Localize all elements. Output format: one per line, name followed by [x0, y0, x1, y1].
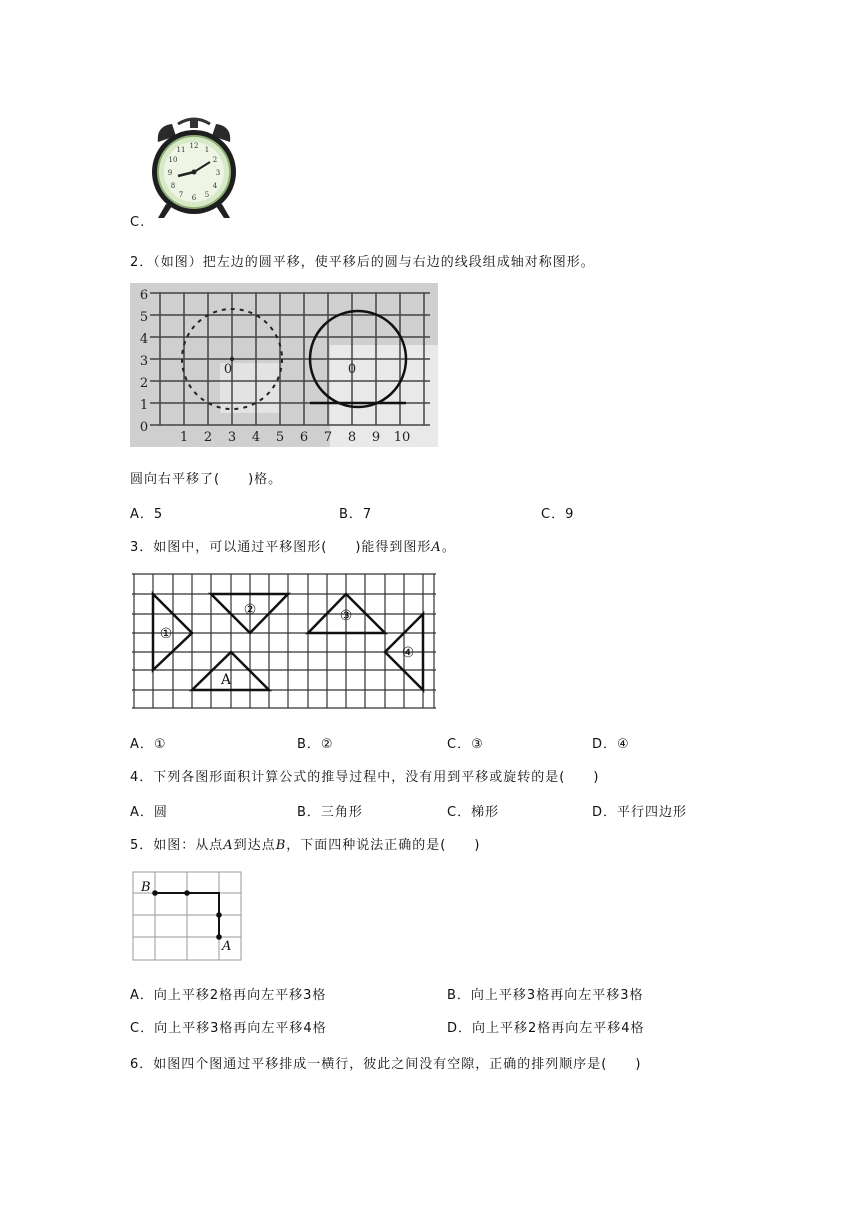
x-tick-10: 10 [393, 430, 411, 445]
q5-stem-a: 5．如图：从点 [130, 838, 224, 853]
y-tick-1: 1 [139, 398, 149, 413]
q2-stem: 2．（如图）把左边的圆平移，使平移后的圆与右边的线段组成轴对称图形。 [130, 255, 595, 270]
q3-option-d[interactable]: D．④ [592, 737, 630, 752]
q4-option-c[interactable]: C．梯形 [447, 805, 500, 820]
alarm-clock-image [148, 116, 240, 220]
q3-stem-italic: A [431, 540, 442, 555]
shape-2-label: ② [243, 602, 257, 618]
q2-grid-figure [130, 283, 438, 447]
right-circle-center-label: 0 [347, 362, 357, 377]
q2-blank: 圆向右平移了( )格。 [130, 472, 283, 487]
q5-option-c[interactable]: C．向上平移3格再向左平移4格 [130, 1021, 327, 1036]
svg-text:7: 7 [178, 191, 184, 199]
x-tick-9: 9 [371, 430, 381, 445]
svg-text:12: 12 [189, 142, 199, 150]
q5-grid-figure [130, 870, 244, 962]
q5-point-a: A [223, 838, 234, 853]
y-tick-4: 4 [139, 332, 149, 347]
x-tick-2: 2 [203, 430, 213, 445]
svg-text:11: 11 [176, 146, 186, 154]
q5-label-a: A [222, 939, 232, 954]
svg-text:2: 2 [212, 156, 218, 164]
q2-option-b[interactable]: B．7 [339, 507, 373, 522]
x-tick-3: 3 [227, 430, 237, 445]
shape-a-label: A [220, 672, 232, 688]
q3-grid-figure [130, 570, 438, 712]
q5-label-b: B [141, 880, 151, 895]
q5-stem-c: ，下面四种说法正确的是( ) [286, 838, 481, 853]
q4-stem: 4．下列各图形面积计算公式的推导过程中，没有用到平移或旋转的是( ) [130, 770, 600, 785]
y-tick-5: 5 [139, 310, 149, 325]
x-tick-7: 7 [323, 430, 333, 445]
q4-option-b[interactable]: B．三角形 [297, 805, 363, 820]
q3-option-b[interactable]: B．② [297, 737, 334, 752]
q3-stem-end: 。 [441, 540, 456, 555]
q5-option-b[interactable]: B．向上平移3格再向左平移3格 [447, 988, 644, 1003]
shape-4-label: ④ [401, 645, 415, 661]
shape-3-label: ③ [339, 608, 353, 624]
y-tick-0: 0 [139, 420, 149, 435]
y-tick-6: 6 [139, 288, 149, 303]
x-tick-6: 6 [299, 430, 309, 445]
svg-text:4: 4 [212, 182, 218, 190]
q5-stem-b: 到达点 [233, 838, 276, 853]
q3-option-a[interactable]: A．① [130, 737, 167, 752]
svg-text:10: 10 [168, 156, 178, 164]
x-tick-8: 8 [347, 430, 357, 445]
q3-stem [130, 536, 456, 555]
q5-option-d[interactable]: D．向上平移2格再向左平移4格 [447, 1021, 645, 1036]
left-circle-center-label: 0 [223, 362, 233, 377]
q4-option-a[interactable]: A．圆 [130, 805, 168, 820]
svg-text:3: 3 [215, 169, 221, 177]
q2-option-a[interactable]: A．5 [130, 507, 164, 522]
q3-option-c[interactable]: C．③ [447, 737, 484, 752]
q5-stem [130, 834, 480, 853]
q5-point-b: B [275, 838, 287, 853]
q2-option-c[interactable]: C．9 [541, 507, 575, 522]
svg-text:1: 1 [204, 146, 210, 154]
q4-option-d[interactable]: D．平行四边形 [592, 805, 688, 820]
q6-stem: 6．如图四个图通过平移排成一横行，彼此之间没有空隙，正确的排列顺序是( ) [130, 1057, 642, 1072]
svg-text:8: 8 [170, 182, 176, 190]
y-tick-2: 2 [139, 376, 149, 391]
svg-text:9: 9 [167, 169, 173, 177]
svg-text:5: 5 [204, 191, 210, 199]
x-tick-1: 1 [179, 430, 189, 445]
shape-1-label: ① [159, 626, 173, 642]
svg-text:6: 6 [191, 194, 197, 202]
x-tick-5: 5 [275, 430, 285, 445]
q5-option-a[interactable]: A．向上平移2格再向左平移3格 [130, 988, 327, 1003]
q3-stem-text: 3．如图中，可以通过平移图形( )能得到图形 [130, 540, 432, 555]
y-tick-3: 3 [139, 354, 149, 369]
q1-option-c[interactable]: C. [130, 215, 146, 230]
x-tick-4: 4 [251, 430, 261, 445]
